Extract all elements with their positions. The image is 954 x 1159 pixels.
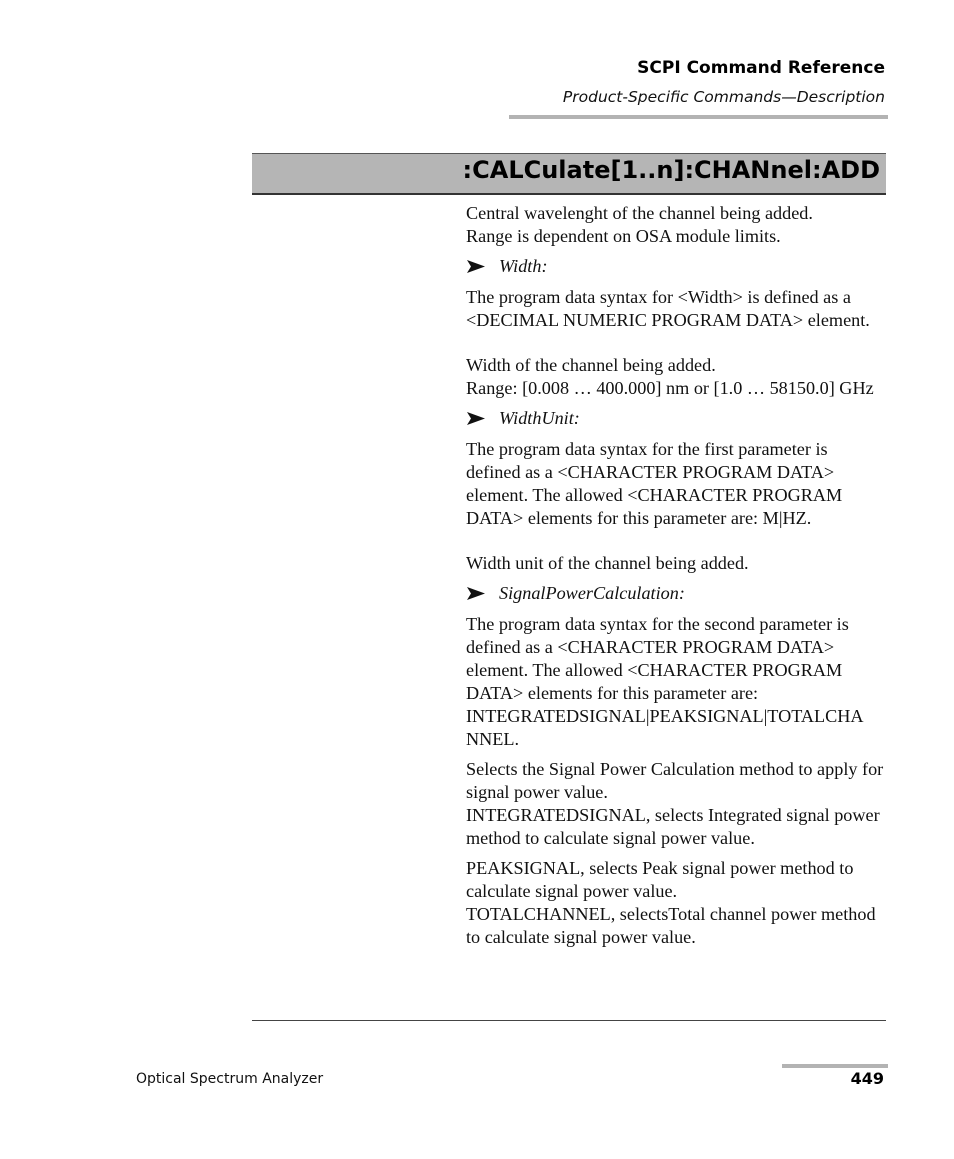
parameter-name: Width: — [499, 256, 548, 276]
text-line: INTEGRATEDSIGNAL|PEAKSIGNAL|TOTALCHA — [466, 706, 864, 726]
text-line: INTEGRATEDSIGNAL, selects Integrated signal power method to calculate signal power value. — [466, 805, 880, 848]
parameter-bullet-signalpowercalculation — [466, 582, 886, 605]
paragraph-width-syntax: The program data syntax for <Width> is defined as a <DECIMAL NUMERIC PROGRAM DATA> element. — [466, 287, 870, 330]
text-line: TOTALCHANNEL, selectsTotal channel power method to calculate signal power value. — [466, 904, 876, 947]
text-line: Selects the Signal Power Calculation method to apply for signal power value. — [466, 759, 884, 802]
text-line: Range: [0.008 … 400.000] nm or [1.0 … 58150.0] GHz — [466, 378, 874, 398]
table-bottom-rule — [252, 1020, 886, 1021]
text-line: The program data syntax for the second parameter is defined as a <CHARACTER PROGRAM DATA> element. The allowed <CHARACTER PROGRAM DATA> elements for this parameter are: — [466, 614, 849, 703]
arrowhead-bullet-icon — [466, 259, 486, 274]
paragraph-widthunit-description: Width unit of the channel being added. — [466, 553, 749, 573]
running-header-subtitle: Product-Specific Commands—Description — [562, 88, 885, 106]
paragraph-widthunit-syntax: The program data syntax for the first parameter is defined as a <CHARACTER PROGRAM DATA> element. The allowed <CHARACTER PROGRAM DATA> elements for this parameter are: M|HZ. — [466, 439, 843, 528]
command-title: :CALCulate[1..n]:CHANnel:ADD — [462, 156, 880, 184]
arrowhead-bullet-icon — [466, 586, 486, 601]
text-line: NNEL. — [466, 729, 520, 749]
text-line: PEAKSIGNAL, selects Peak signal power method to calculate signal power value. — [466, 858, 854, 901]
paragraph-spc-syntax — [466, 613, 886, 751]
footer-product-name: Optical Spectrum Analyzer — [136, 1071, 324, 1087]
command-title-bar — [252, 153, 886, 195]
paragraph-spc-integrated — [466, 758, 886, 850]
text-line: Width of the channel being added. — [466, 355, 716, 375]
paragraph-spc-peak-total — [466, 857, 886, 949]
arrowhead-bullet-icon — [466, 411, 486, 426]
parameter-name: WidthUnit: — [499, 408, 580, 428]
content-column — [466, 202, 886, 956]
paragraph-central-wavelength — [466, 202, 886, 248]
parameter-bullet-width — [466, 255, 886, 278]
paragraph-width-description — [466, 354, 886, 400]
footer-page-number: 449 — [850, 1069, 884, 1088]
parameter-name: SignalPowerCalculation: — [499, 583, 685, 603]
footer-rule — [782, 1064, 888, 1068]
text-line: Range is dependent on OSA module limits. — [466, 226, 781, 246]
header-rule — [509, 115, 888, 119]
text-line: Central wavelenght of the channel being added. — [466, 203, 813, 223]
parameter-bullet-widthunit — [466, 407, 886, 430]
running-header-title: SCPI Command Reference — [637, 58, 885, 78]
